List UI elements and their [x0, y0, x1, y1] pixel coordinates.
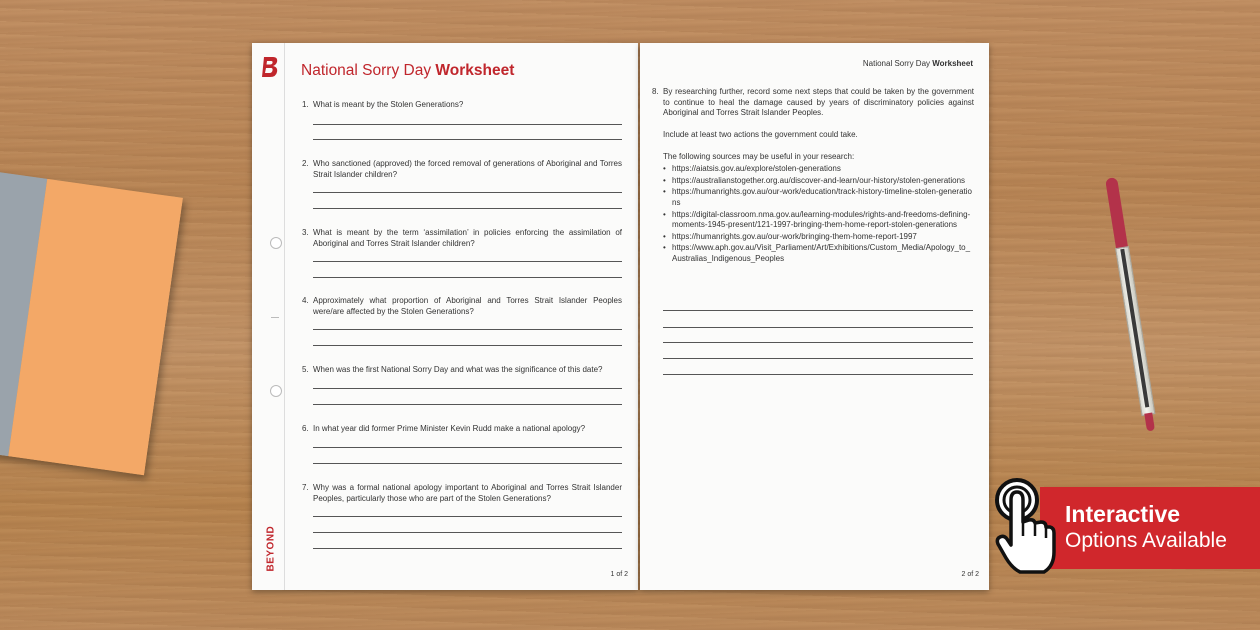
answer-line[interactable]: [313, 516, 622, 517]
badge-line-2: Options Available: [1065, 529, 1227, 552]
source-link[interactable]: • https://www.aph.gov.au/Visit_Parliament/Art/Exhibitions/Custom_Media/Apology_to_Australias_Indigenous_Peoples: [663, 243, 974, 264]
question-number: 8.: [652, 87, 659, 96]
answer-line[interactable]: [313, 447, 622, 448]
source-link[interactable]: • https://aiatsis.gov.au/explore/stolen-generations: [663, 164, 974, 175]
beyond-brand-text: BEYOND: [265, 525, 277, 572]
worksheet-page-2: [640, 43, 989, 590]
question-number: 6.: [302, 424, 309, 433]
answer-line[interactable]: [313, 548, 622, 549]
source-link[interactable]: • https://digital-classroom.nma.gov.au/learning-modules/rights-and-freedoms-defining-moments-1945-present/121-1997-bringing-them-home-report-stolen-generations: [663, 210, 974, 231]
question-1: [302, 100, 622, 111]
question-3: [302, 228, 622, 249]
answer-line[interactable]: [663, 310, 973, 311]
binder-hole-bottom: [270, 385, 282, 397]
question-text: By researching further, record some next steps that could be taken by the government to continue to heal the damage caused by years of discriminatory policies against Aboriginal and Torres Strait Islander Peoples.: [663, 87, 974, 117]
question-number: 7.: [302, 483, 309, 492]
answer-line[interactable]: [313, 208, 622, 209]
answer-line[interactable]: [313, 388, 622, 389]
question-6: [302, 424, 622, 435]
question-number: 3.: [302, 228, 309, 237]
interactive-options-badge[interactable]: [1040, 487, 1260, 569]
answer-line[interactable]: [313, 124, 622, 125]
question-text: What is meant by the Stolen Generations?: [313, 100, 464, 109]
page-title: [301, 62, 514, 80]
question-text: What is meant by the term ‘assimilation’ in policies enforcing the assimilation of Aboriginal and Torres Strait Islander children?: [313, 228, 622, 248]
header-bold: Worksheet: [932, 59, 973, 68]
answer-line[interactable]: [313, 463, 622, 464]
answer-line[interactable]: [313, 261, 622, 262]
page-number: 2 of 2: [961, 571, 979, 578]
page-binding-strip: [252, 43, 285, 590]
question-8: [652, 87, 974, 119]
badge-line-1: Interactive: [1065, 501, 1181, 527]
header-regular: National Sorry Day: [862, 59, 933, 68]
answer-line[interactable]: [663, 374, 973, 375]
question-text: Approximately what proportion of Aboriginal and Torres Strait Islander Peoples were/are affected by the Stolen Generations?: [313, 296, 622, 316]
source-link[interactable]: • https://australianstogether.org.au/discover-and-learn/our-history/stolen-generations: [663, 176, 974, 187]
question-number: 4.: [302, 296, 309, 305]
question-text: In what year did former Prime Minister Kevin Rudd make a national apology?: [313, 424, 586, 433]
sources-intro: The following sources may be useful in your research:: [663, 152, 855, 161]
answer-line[interactable]: [313, 329, 622, 330]
touch-hand-icon: [990, 478, 1056, 578]
sources-list: [663, 164, 974, 266]
question-number: 2.: [302, 159, 309, 168]
question-4: [302, 296, 622, 317]
answer-line[interactable]: [663, 327, 973, 328]
instruction-text: Include at least two actions the government could take.: [663, 130, 858, 139]
pen-tip: [1144, 412, 1155, 431]
pen-ink: [1120, 249, 1149, 408]
question-5: [302, 365, 622, 376]
binder-tick: [271, 317, 279, 318]
pen-cap: [1105, 177, 1128, 250]
title-regular: National Sorry Day: [301, 62, 436, 79]
answer-line[interactable]: [313, 277, 622, 278]
question-7: [302, 483, 622, 504]
answer-line[interactable]: [663, 342, 973, 343]
question-2: [302, 159, 622, 180]
page-number: 1 of 2: [610, 571, 628, 578]
question-number: 5.: [302, 365, 309, 374]
question-text: Why was a formal national apology important to Aboriginal and Torres Strait Islander Peoples, particularly those who are part of the Stolen Generations?: [313, 483, 622, 503]
question-number: 1.: [302, 100, 309, 109]
answer-line[interactable]: [313, 345, 622, 346]
answer-line[interactable]: [313, 404, 622, 405]
answer-line[interactable]: [663, 358, 973, 359]
source-link[interactable]: • https://humanrights.gov.au/our-work/education/track-history-timeline-stolen-generations: [663, 187, 974, 208]
source-link[interactable]: • https://humanrights.gov.au/our-work/bringing-them-home-report-1997: [663, 232, 974, 243]
title-bold: Worksheet: [435, 62, 515, 79]
answer-line[interactable]: [313, 139, 622, 140]
worksheet-page-1: [252, 43, 638, 590]
answer-line[interactable]: [313, 192, 622, 193]
notebook: [0, 168, 183, 475]
question-text: When was the first National Sorry Day and what was the significance of this date?: [313, 365, 603, 374]
pen: [1103, 177, 1160, 438]
page-header: [863, 59, 973, 68]
binder-hole-top: [270, 237, 282, 249]
beyond-logo-icon: [261, 56, 279, 78]
question-text: Who sanctioned (approved) the forced removal of generations of Aboriginal and Torres Strait Islander children?: [313, 159, 622, 179]
answer-line[interactable]: [313, 532, 622, 533]
